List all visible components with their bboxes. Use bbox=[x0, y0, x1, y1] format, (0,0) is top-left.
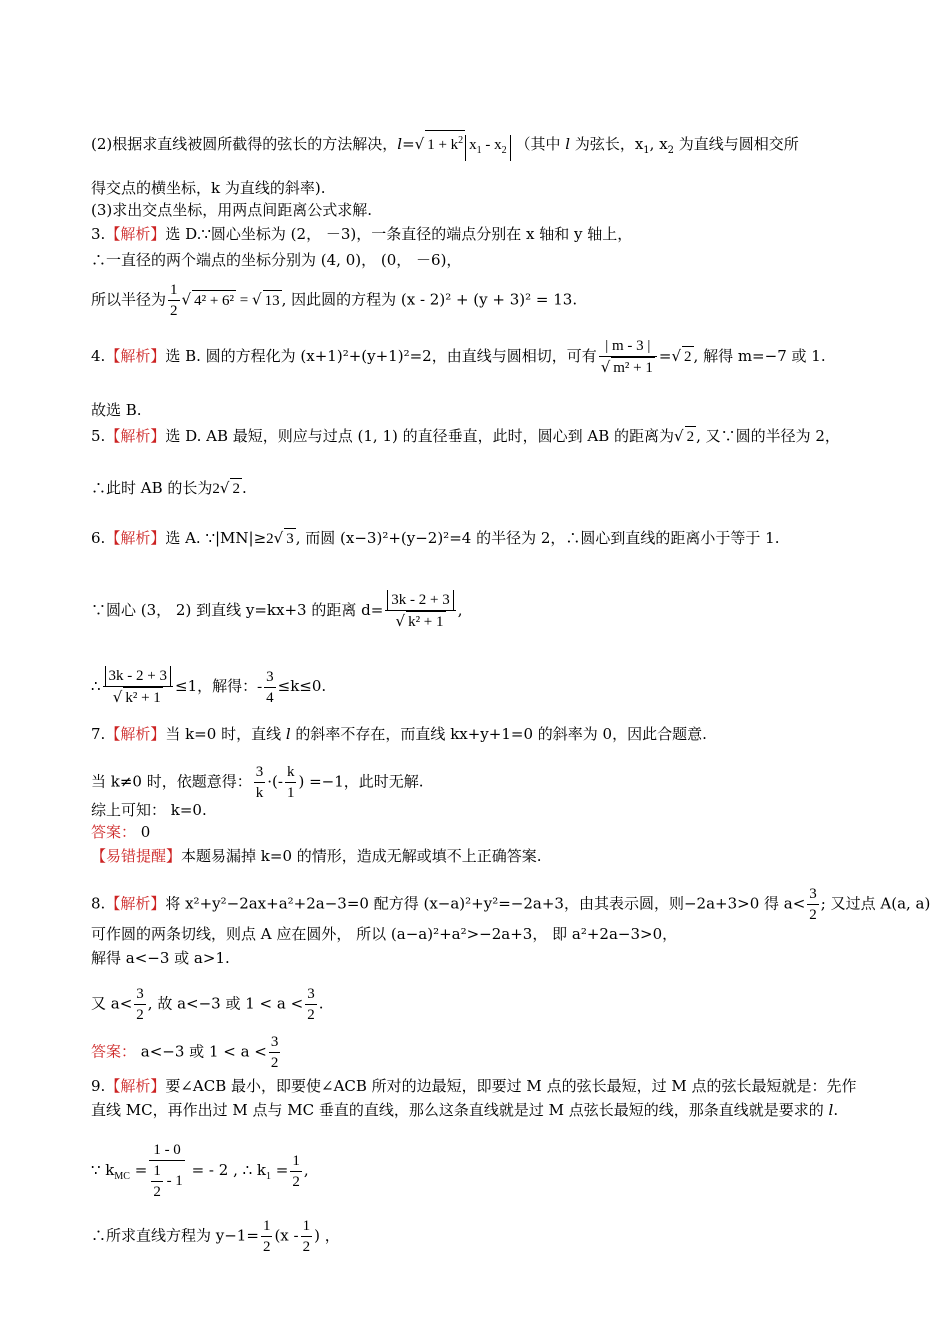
analysis-tag: 【解析】 bbox=[105, 225, 166, 243]
fraction: $\frac{3}{2}$ bbox=[307, 986, 315, 1023]
q6-line3: ∴ $\frac{3k - 2 + 3}{\text{√ k² + 1}}$ ≤1，解得：- $\frac{3}{4}$ ≤k≤0. bbox=[91, 668, 327, 706]
q4-line2: 故选 B. bbox=[91, 401, 142, 419]
q9-line3: ∵ $k_{MC}$ = 1 - 0 $\frac{1}{2}$ - 1 = - 2 , ∴ $k_1$ = $\frac{1}{2}$ , bbox=[91, 1142, 309, 1200]
q9-line1: 9.【解析】要∠ACB 最小，即要使∠ACB 所对的边最短，即要过 M 点的弦长最短，过 M 点的弦长最短就是：先作 bbox=[91, 1077, 857, 1095]
q7-warning: 【易错提醒】本题易漏掉 k=0 的情形，造成无解或填不上正确答案. bbox=[91, 847, 542, 865]
q8-answer: 答案： a<−3 或 1 < a < $\frac{3}{2}$ bbox=[91, 1034, 279, 1071]
q8-line2: 可作圆的两条切线，则点 A 应在圆外， 所以 (a−a)²+a²>−2a+3， 即 a²+2a−3>0， bbox=[91, 925, 678, 943]
analysis-tag: 【解析】 bbox=[105, 347, 166, 365]
fraction: $\frac{1}{2}$ bbox=[302, 1218, 311, 1255]
fraction: 1 - 0 $\frac{1}{2}$ - 1 bbox=[149, 1140, 185, 1202]
q6-line1: 6.【解析】选 A. ∵|MN|≥2√ 3 , 而圆 (x−3)²+(y−2)²=4 的半径为 2，∴圆心到直线的距离小于等于 1. bbox=[91, 529, 780, 547]
q7-line2: 当 k≠0 时，依题意得： $\frac{3}{k}$ ·(- $\frac{k}{1}$ ) =−1，此时无解. bbox=[91, 764, 424, 801]
q3-line3: 所以半径为 $\frac{1}{2}$ √ 4² + 6² = √ 13 , 因此圆的方程为 (x - 2)² + (y + 3)² = 13. bbox=[91, 282, 578, 319]
analysis-tag: 【解析】 bbox=[105, 894, 166, 913]
analysis-tag: 【解析】 bbox=[105, 427, 166, 445]
q5-line2: ∴此时 AB 的长为2√ 2 . bbox=[91, 479, 247, 497]
q7-line1: 7.【解析】当 k=0 时，直线 l 的斜率不存在，而直线 kx+y+1=0 的斜率为 0，因此合题意. bbox=[91, 725, 707, 743]
fraction: $\frac{3}{2}$ bbox=[809, 886, 817, 923]
q7-line3: 综上可知： k=0. bbox=[91, 801, 207, 819]
q6-line2: ∵圆心 (3， 2) 到直线 y=kx+3 的距离 d= $\frac{3k - 2 + 3}{\text{√ k² + 1}}$ , bbox=[91, 592, 463, 630]
q8-line3: 解得 a<−3 或 a>1. bbox=[91, 949, 230, 967]
q4-line1: 4.【解析】选 B. 圆的方程化为 (x+1)²+(y+1)²=2，由直线与圆相切，可有 $\frac{| m - 3 |}{\text{√ m² + 1}}$ =√ 2 , 解得 m=−7 或 1. bbox=[91, 338, 826, 376]
fraction: $\frac{3k - 2 + 3}{\text{√ k² + 1}}$ bbox=[103, 666, 173, 708]
fraction: $\frac{1}{2}$ bbox=[170, 282, 178, 319]
q8-line1: 8.【解析】将 x²+y²−2ax+a²+2a−3=0 配方得 (x−a)²+y²=−2a+3，由其表示圆，则−2a+3>0 得 a< $\frac{3}{2}$ ; 又过点 A(a, a) bbox=[91, 886, 931, 923]
abs-expression: $x_1 - x_2$ bbox=[465, 135, 511, 161]
paragraph-2-cont: 得交点的横坐标，k 为直线的斜率). bbox=[91, 179, 326, 197]
fraction: $\frac{k}{1}$ bbox=[286, 764, 295, 801]
fraction: $\frac{| m - 3 |}{\text{√ m² + 1}}$ bbox=[599, 336, 657, 378]
q3-line1: 3.【解析】选 D.∵圆心坐标为 (2， －3)，一条直径的端点分别在 x 轴和 y 轴上， bbox=[91, 225, 633, 243]
q3-line2: ∴一直径的两个端点的坐标分别为 (4, 0)， (0， －6)， bbox=[91, 251, 462, 269]
analysis-tag: 【解析】 bbox=[105, 1077, 166, 1095]
q7-answer: 答案： 0 bbox=[91, 823, 151, 841]
q9-line2: 直线 MC，再作出过 M 点与 MC 垂直的直线，那么这条直线就是过 M 点弦长最短的线，那条直线就是要求的 l. bbox=[91, 1101, 839, 1119]
fraction: $\frac{3}{k}$ bbox=[255, 764, 264, 801]
paragraph-2: (2)根据求直线被圆所截得的弦长的方法解决，l=√ $1 + k^2$ $x_1 - x_2$ （其中 l 为弦长，$x_1$, $x_2$ 为直线与圆相交所 bbox=[91, 130, 799, 161]
paragraph-3: (3)求出交点坐标，用两点间距离公式求解. bbox=[91, 201, 373, 219]
q5-line1: 5.【解析】选 D. AB 最短，则应与过点 (1, 1) 的直径垂直，此时，圆心到 AB 的距离为√ 2 , 又∵圆的半径为 2， bbox=[91, 427, 840, 445]
fraction: $\frac{3}{2}$ bbox=[136, 986, 144, 1023]
fraction: $\frac{3}{2}$ bbox=[270, 1034, 279, 1071]
fraction: $\frac{1}{2}$ bbox=[262, 1218, 271, 1255]
sqrt-expression: $1 + k^2$ bbox=[425, 130, 465, 155]
q8-line4: 又 a< $\frac{3}{2}$ , 故 a<−3 或 1 < a < $\frac{3}{2}$ . bbox=[91, 986, 324, 1023]
analysis-tag: 【解析】 bbox=[105, 725, 166, 743]
q9-line4: ∴所求直线方程为 y−1= $\frac{1}{2}$ (x - $\frac{1}{2}$ ) ， bbox=[91, 1218, 340, 1255]
fraction: $\frac{3}{4}$ bbox=[266, 668, 274, 706]
analysis-tag: 【解析】 bbox=[105, 529, 166, 547]
fraction: $\frac{3k - 2 + 3}{\text{√ k² + 1}}$ bbox=[385, 590, 455, 632]
fraction: $\frac{1}{2}$ bbox=[292, 1152, 300, 1190]
